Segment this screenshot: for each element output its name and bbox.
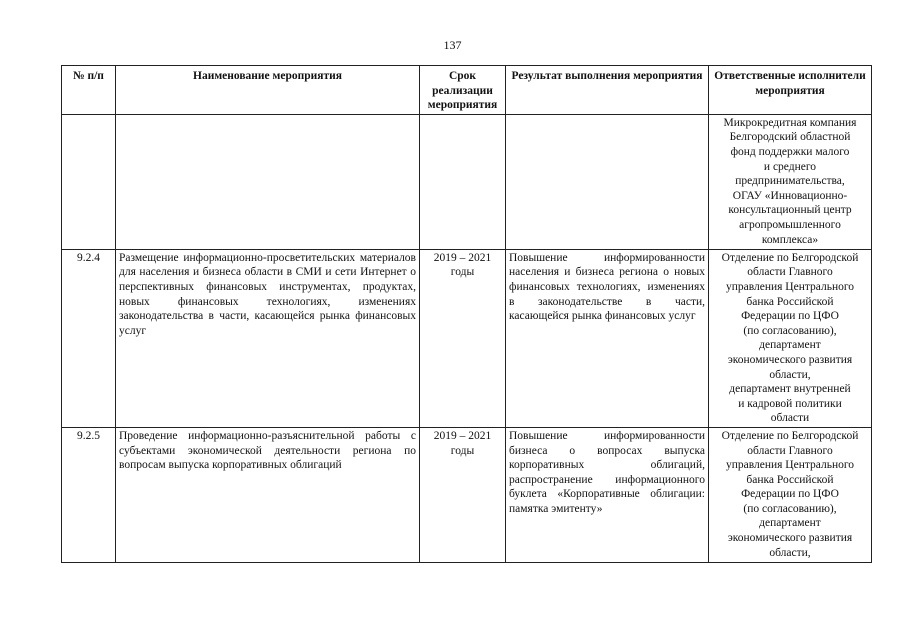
row-executors [709, 427, 872, 562]
row-term: 2019 – 2021 годы [420, 249, 506, 427]
row-result: Повышение информированности населения и бизнеса региона о новых финансовых технологиях, изменениях в законодательстве в части, касающейся рынка финансовых услуг [506, 249, 709, 427]
executor-line: области Главного [747, 444, 833, 457]
executor-line: департамент внутренней [729, 383, 851, 396]
row-name: Проведение информационно-разъяснительной работы с субъектами экономической деятельности региона по вопросам выпуска корпоративных облигаций [116, 427, 420, 562]
row-num: 9.2.4 [62, 249, 116, 427]
executor-line: Белгородский областной [729, 131, 851, 144]
executor-line: области Главного [747, 266, 833, 279]
executor-line: Отделение по Белгородской [721, 251, 859, 264]
row-num [62, 114, 116, 249]
row-result [506, 114, 709, 249]
executor-line: области, [769, 368, 811, 381]
executor-line: департамент [759, 517, 821, 530]
executor-line: и кадровой политики [738, 397, 842, 410]
header-name: Наименование мероприятия [116, 66, 420, 115]
executor-line: области [770, 412, 810, 425]
header-term: Срок реализации мероприятия [420, 66, 506, 115]
executor-line: департамент [759, 339, 821, 352]
executor-line: агропромышленного [739, 218, 841, 231]
row-result: Повышение информированности бизнеса о вопросах выпуска корпоративных облигаций, распространение информационного буклета «Корпоративные облигации: памятка эмитенту» [506, 427, 709, 562]
executor-line: банка Российской [746, 473, 834, 486]
executor-line: (по согласованию), [743, 502, 837, 515]
executor-line: Федерации по ЦФО [741, 488, 839, 501]
executor-line: комплекса» [761, 233, 819, 246]
executor-line: (по согласованию), [743, 324, 837, 337]
header-num: № п/п [62, 66, 116, 115]
executor-line: фонд поддержки малого [730, 145, 850, 158]
page-number: 137 [443, 38, 462, 52]
executor-line: Микрокредитная компания [723, 116, 857, 129]
row-name [116, 114, 420, 249]
executor-line: ОГАУ «Инновационно- [732, 189, 848, 202]
executor-line: управления Центрального [725, 459, 855, 472]
table-row [62, 249, 872, 427]
table-row [62, 114, 872, 249]
executor-line: Отделение по Белгородской [721, 429, 859, 442]
executor-line: экономического развития [727, 532, 853, 545]
executor-line: Федерации по ЦФО [741, 310, 839, 323]
executor-line: экономического развития [727, 353, 853, 366]
executor-line: области, [769, 546, 811, 559]
measures-table [61, 65, 872, 563]
row-term [420, 114, 506, 249]
row-executors [709, 249, 872, 427]
executor-line: предпринимательства, [735, 175, 845, 188]
executor-line: консультационный центр [728, 204, 852, 217]
executor-line: банка Российской [746, 295, 834, 308]
row-executors [709, 114, 872, 249]
executor-line: управления Центрального [725, 280, 855, 293]
table-header-row [62, 66, 872, 115]
header-result: Результат выполнения мероприятия [506, 66, 709, 115]
table-row [62, 427, 872, 562]
row-num: 9.2.5 [62, 427, 116, 562]
executor-line: и среднего [763, 160, 817, 173]
row-name: Размещение информационно-просветительских материалов для населения и бизнеса области в СМИ и сети Интернет о перспективных финансовых инструментах, продуктах, новых финансовых технологиях, изменениях законодательства в части, касающейся рынка финансовых услуг [116, 249, 420, 427]
header-executors: Ответственные исполнители мероприятия [709, 66, 872, 115]
row-term: 2019 – 2021 годы [420, 427, 506, 562]
